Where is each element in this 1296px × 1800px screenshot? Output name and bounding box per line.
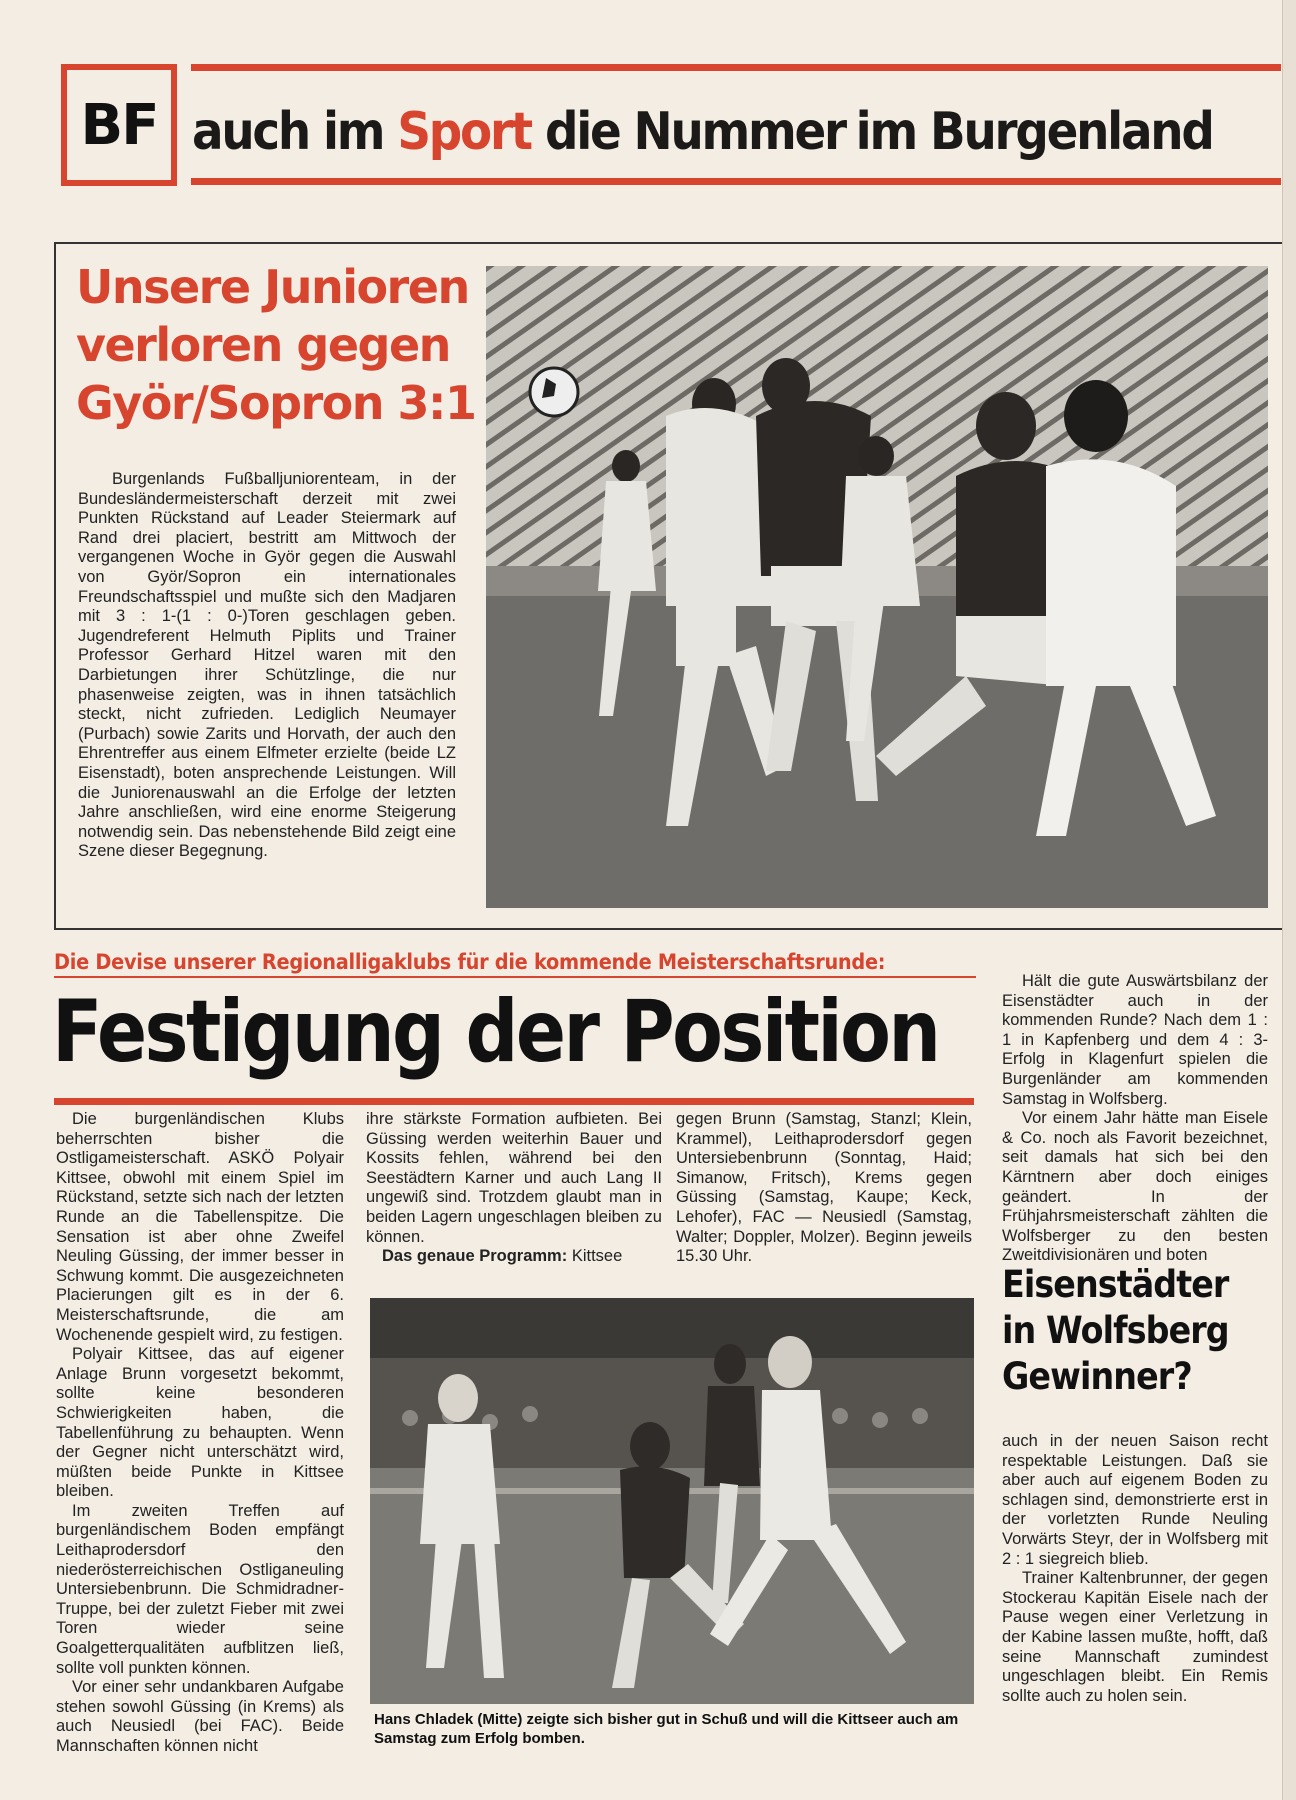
- junior-body: [78, 470, 456, 862]
- col1-para-1: Die burgenländischen Klubs beherrschten bisher die Ostligameisterschaft. ASKÖ Polyair Kittsee, obwohl mit einem Spiel im Rückstand, setzte sich nach der letzten Runde an die Tabellenspitze. Die Sensation ist aber ohne Zweifel Neuling Güssing, der immer besser in Schwung kommt. Die ausgezeichneten Placierungen gilt es in der 6. Meisterschaftsrunde, die am Wochenende gespielt wird, zu festigen.: [56, 1110, 344, 1344]
- headline-rule: [54, 1098, 974, 1105]
- main-column-2: [366, 1110, 662, 1267]
- masthead-slogan: [192, 94, 1213, 170]
- junior-headline-line-3: Györ/Sopron 3:1: [76, 376, 476, 430]
- slogan-sport: Sport: [397, 102, 531, 162]
- programm-start: Kittsee: [567, 1247, 623, 1266]
- chladek-photo-scene: [370, 1298, 974, 1704]
- main-kicker: Die Devise unserer Regionalligaklubs für die kommende Meisterschaftsrunde:: [54, 950, 886, 974]
- junior-match-photo: [486, 266, 1268, 908]
- col3-para: gegen Brunn (Samstag, Stanzl; Klein, Krammel), Leithaprodersdorf gegen Untersiebenbrunn (Sonntag, Haid; Simanow, Fritsch), Krems gegen Güssing (Samstag, Kaupe; Keck, Lehofer), FAC — Neusiedl (Samstag, Walter; Doppler, Molzer). Beginn jeweils 15.30 Uhr.: [676, 1110, 972, 1266]
- slogan-part-4: im Burgenland: [855, 102, 1213, 162]
- masthead-bottom-rule: [191, 178, 1281, 185]
- sidebar-para-3: auch in der neuen Saison recht respektable Leistungen. Daß sie aber auch auf eigenem Boden zu schlagen sind, demonstrierte erst in der vorletzten Runde Neuling Vorwärts Steyr, der in Wolfsberg mit 2 : 1 siegreich blieb.: [1002, 1432, 1268, 1568]
- junior-headline-line-1: Unsere Junioren: [76, 260, 469, 314]
- slogan-part-3: die Nummer: [530, 102, 845, 162]
- sidebar-para-2: Vor einem Jahr hätte man Eisele & Co. noch als Favorit bezeichnet, seit damals hat sich bei den Kärntnern aber doch einiges geändert. In der Frühjahrsmeisterschaft zählten die Wolfsberger zu den besten Zweitdivisionären und boten: [1002, 1109, 1268, 1265]
- page-edge: [1282, 0, 1296, 1800]
- sidebar-headline: Eisenstädter in Wolfsberg Gewinner?: [1002, 1263, 1229, 1398]
- sidebar-para-4: Trainer Kaltenbrunner, der gegen Stockerau Kapitän Eisele nach der Pause wegen einer Verletzung in der Kabine lassen mußte, hofft, daß seine Mannschaft zumindest ungeschlagen bleibt. Ein Remis sollte auch zu holen sein.: [1002, 1569, 1268, 1705]
- junior-headline: [76, 258, 476, 432]
- sidebar-bottom: [1002, 1432, 1268, 1706]
- main-headline: Festigung der Position: [52, 982, 939, 1082]
- col2-para-1: ihre stärkste Formation aufbieten. Bei Güssing werden weiterhin Bauer und Kossits fehlen, während bei den Seestädtern Karner und auch Lang II ungewiß sind. Trotzdem glaubt man in beiden Lagern ungeschlagen bleiben zu können.: [366, 1110, 662, 1246]
- programm-label: Das genaue Programm:: [382, 1247, 568, 1266]
- main-column-1: [56, 1110, 344, 1757]
- slogan-part-1: auch im: [192, 102, 398, 162]
- junior-body-text: Burgenlands Fußballjuniorenteam, in der Bundesländermeisterschaft derzeit mit zwei Punkten Rückstand auf Leader Steiermark auf Rand drei placiert, bestritt am Mittwoch der vergangenen Woche in Györ gegen die Auswahl von Györ/Sopron ein internationales Freundschaftsspiel und mußte sich den Madjaren mit 3 : 1-(1 : 0-)Toren geschlagen geben. Jugendreferent Helmuth Piplits und Trainer Professor Gerhard Hitzel waren mit den Darbietungen ihrer Schützlinge, die nur phasenweise zeigten, was in ihnen tatsächlich steckt, nicht zufrieden. Lediglich Neumayer (Purbach) sowie Zarits und Horvath, der auch den Ehrentreffer aus einem Elfmeter erzielte (beide LZ Eisenstadt), boten ansprechende Leistungen. Will die Juniorenauswahl an die Erfolge der letzten Jahre anschließen, wird eine enorme Steigerung notwendig sein. Das nebenstehende Bild zeigt eine Szene dieser Begegnung.: [78, 470, 456, 861]
- kicker-rule: [54, 976, 976, 978]
- photo-caption: Hans Chladek (Mitte) zeigte sich bisher gut in Schuß und will die Kittseer auch am Samstag zum Erfolg bomben.: [374, 1711, 959, 1747]
- masthead-top-rule: [191, 64, 1281, 71]
- junior-photo-scene: [486, 266, 1268, 908]
- col1-para-2: Polyair Kittsee, das auf eigener Anlage Brunn vorgesetzt bekommt, sollte keine besonderen Schwierigkeiten haben, die Tabellenführung zu behaupten. Wenn der Gegner nicht unterschätzt wird, müßten beide Punkte in Kittsee bleiben.: [56, 1345, 344, 1501]
- sidebar-para-1: Hält die gute Auswärtsbilanz der Eisenstädter auch in der kommenden Runde? Nach dem 1 : 1 in Kapfenberg und dem 4 : 3-Erfolg in Klagenfurt spielen die Burgenländer am kommenden Samstag in Wolfsberg.: [1002, 972, 1268, 1108]
- col1-para-3: Im zweiten Treffen auf burgenländischem Boden empfängt Leithaprodersdorf den niederösterreichischen Ostliganeuling Untersiebenbrunn. Die Schmidradner-Truppe, bei der zuletzt Fieber mit zwei Toren wieder seine Goalgetterqualitäten aufblitzen ließ, sollte voll punkten können.: [56, 1501, 344, 1677]
- sidebar-top: [1002, 972, 1268, 1266]
- junior-headline-line-2: verloren gegen: [76, 318, 450, 372]
- bf-logo: [61, 64, 177, 186]
- chladek-photo: [370, 1298, 974, 1704]
- main-column-3: [676, 1110, 972, 1267]
- bf-logo-text: BF: [80, 92, 158, 158]
- col1-para-4: Vor einer sehr undankbaren Aufgabe stehen sowohl Güssing (in Krems) als auch Neusiedl (bei FAC). Beide Mannschaften können nicht: [56, 1678, 344, 1755]
